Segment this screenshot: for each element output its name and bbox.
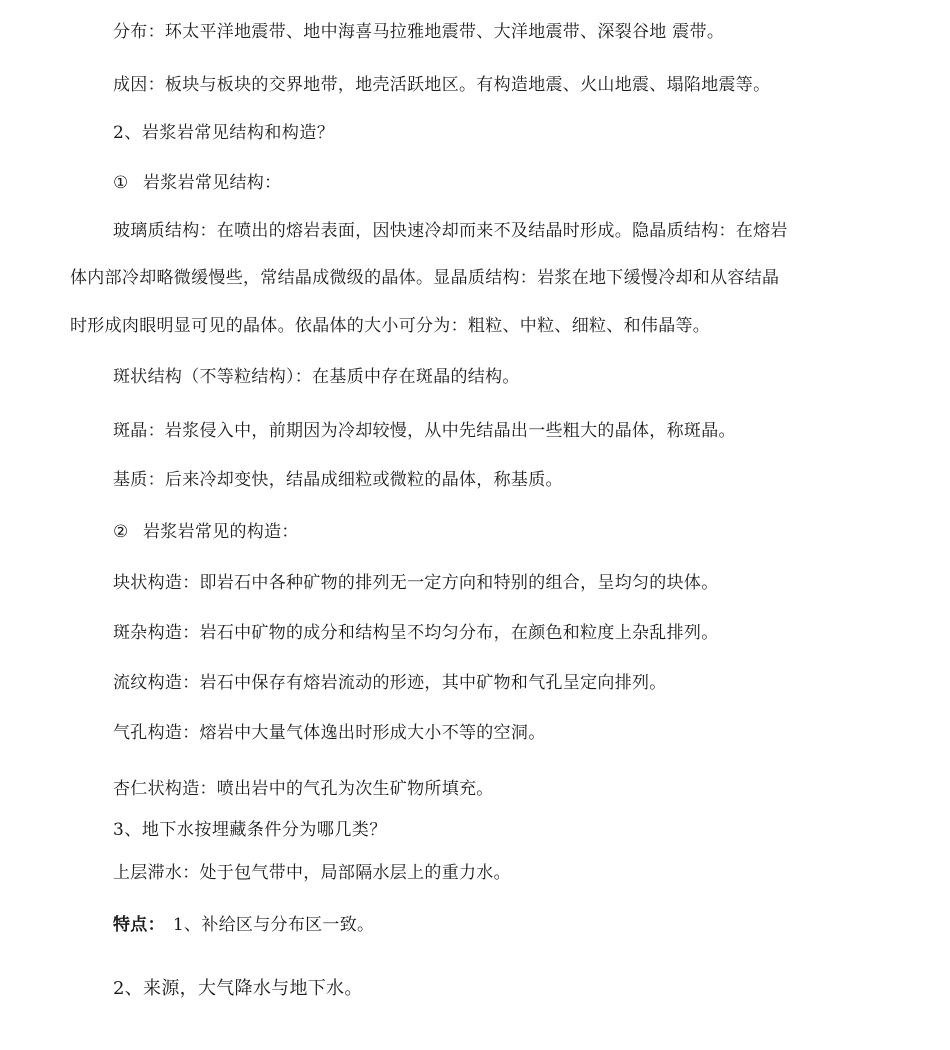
features-item-1: 1、补给区与分布区一致。 bbox=[172, 915, 375, 935]
subheading-structure bbox=[113, 171, 281, 195]
paragraph-cause: 成因：板块与板块的交界地带，地壳活跃地区。有构造地震、火山地震、塌陷地震等。 bbox=[113, 75, 771, 95]
paragraph-vesicular: 气孔构造：熔岩中大量气体逸出时形成大小不等的空洞。 bbox=[113, 723, 546, 743]
features-item-2: 2、来源，大气降水与地下水。 bbox=[113, 978, 363, 999]
paragraph-perched-water: 上层滞水：处于包气带中，局部隔水层上的重力水。 bbox=[113, 863, 511, 883]
paragraph-glassy-structure-cont1: 体内部冷却略微缓慢些，常结晶成微级的晶体。显晶质结构：岩浆在地下缓慢冷却和从容结晶 bbox=[70, 268, 780, 288]
paragraph-phenocryst: 斑晶：岩浆侵入中，前期因为冷却较慢，从中先结晶出一些粗大的晶体，称斑晶。 bbox=[113, 421, 736, 441]
paragraph-amygdaloidal: 杏仁状构造：喷出岩中的气孔为次生矿物所填充。 bbox=[113, 779, 494, 799]
paragraph-porphyritic: 斑状结构（不等粒结构）：在基质中存在斑晶的结构。 bbox=[113, 367, 520, 387]
question-heading-2: 2、岩浆岩常见结构和构造？ bbox=[113, 123, 335, 143]
paragraph-distribution: 分布：环太平洋地震带、地中海喜马拉雅地震带、大洋地震带、深裂谷地 震带。 bbox=[113, 22, 725, 42]
paragraph-taxitic: 斑杂构造：岩石中矿物的成分和结构呈不均匀分布，在颜色和粒度上杂乱排列。 bbox=[113, 623, 719, 643]
paragraph-glassy-structure: 玻璃质结构：在喷出的熔岩表面，因快速冷却而来不及结晶时形成。隐晶质结构：在熔岩 bbox=[113, 221, 788, 241]
subheading-structure-text: 岩浆岩常见结构： bbox=[143, 173, 282, 193]
subheading-construction bbox=[113, 520, 299, 544]
paragraph-rhyolitic: 流纹构造：岩石中保存有熔岩流动的形迹，其中矿物和气孔呈定向排列。 bbox=[113, 673, 667, 693]
subheading-construction-text: 岩浆岩常见的构造： bbox=[143, 522, 299, 542]
question-heading-3: 3、地下水按埋藏条件分为哪几类？ bbox=[113, 820, 387, 840]
paragraph-features bbox=[113, 913, 374, 937]
features-label: 特点： bbox=[113, 915, 165, 935]
circled-number-1: ① bbox=[113, 173, 129, 193]
paragraph-groundmass: 基质：后来冷却变快，结晶成细粒或微粒的晶体，称基质。 bbox=[113, 470, 563, 490]
paragraph-massive: 块状构造：即岩石中各种矿物的排列无一定方向和特别的组合，呈均匀的块体。 bbox=[113, 573, 719, 593]
paragraph-glassy-structure-cont2: 时形成肉眼明显可见的晶体。依晶体的大小可分为：粗粒、中粒、细粒、和伟晶等。 bbox=[70, 316, 711, 336]
circled-number-2: ② bbox=[113, 522, 129, 542]
